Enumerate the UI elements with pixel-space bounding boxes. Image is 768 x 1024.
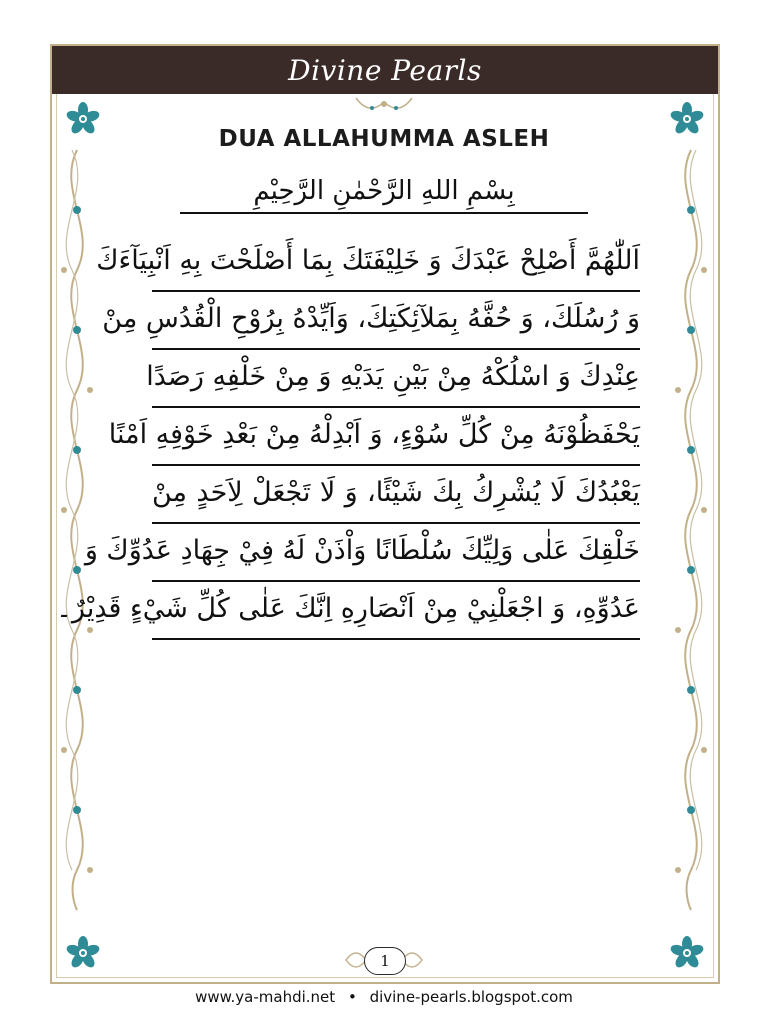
- header-banner: [52, 46, 718, 94]
- dua-text: [56, 238, 640, 644]
- page-number: 1: [364, 947, 406, 975]
- flower-corner-icon: [670, 936, 704, 970]
- dua-line: عَدُوِّهِ، وَ اجْعَلْنِيْ مِنْ اَنْصَارِهِ اِنَّكَ عَلٰى كُلِّ شَيْءٍ قَدِيْرٌ۔: [152, 586, 640, 640]
- footer-separator: •: [347, 988, 357, 1006]
- dua-line: يَعْبُدُكَ لَا يُشْرِكُ بِكَ شَيْئًا، وَ لَا تَجْعَلْ لِاَحَدٍ مِنْ: [152, 470, 640, 524]
- flower-corner-icon: [66, 936, 100, 970]
- dua-line: خَلْقِكَ عَلٰى وَلِيِّكَ سُلْطَانًا وَاْذَنْ لَهُ فِيْ جِهَادِ عَدُوِّكَ وَ: [152, 528, 640, 582]
- basmala-line: بِسْمِ اللهِ الرَّحْمٰنِ الرَّحِيْمِ: [180, 176, 588, 214]
- document-title: DUA ALLAHUMMA ASLEH: [218, 126, 550, 152]
- brand-title: Divine Pearls: [288, 53, 482, 87]
- dua-line: وَ رُسُلَكَ، وَ حُفَّهُ بِمَلآئِكَتِكَ، وَاَيِّدْهُ بِرُوْحِ الْقُدُسِ مِنْ: [152, 296, 640, 350]
- dua-line: اَللّٰهُمَّ أَصْلِحْ عَبْدَكَ وَ خَلِيْفَتَكَ بِمَا أَصْلَحْتَ بِهِ اَنْبِيَآءَكَ: [152, 238, 640, 292]
- arabesque-border-icon: [666, 150, 716, 910]
- top-ornament-icon: [354, 94, 414, 118]
- footer-link-ya-mahdi[interactable]: www.ya-mahdi.net: [195, 988, 336, 1006]
- footer-link-divine-pearls[interactable]: divine-pearls.blogspot.com: [369, 988, 573, 1006]
- dua-line: يَحْفَظُوْنَهُ مِنْ كُلِّ سُوْءٍ، وَ اَبْدِلْهُ مِنْ بَعْدِ خَوْفِهِ اَمْنًا: [152, 412, 640, 466]
- dua-line: عِنْدِكَ وَ اسْلُكْهُ مِنْ بَيْنِ يَدَيْهِ وَ مِنْ خَلْفِهِ رَصَدًا: [152, 354, 640, 408]
- footer: [0, 988, 768, 1006]
